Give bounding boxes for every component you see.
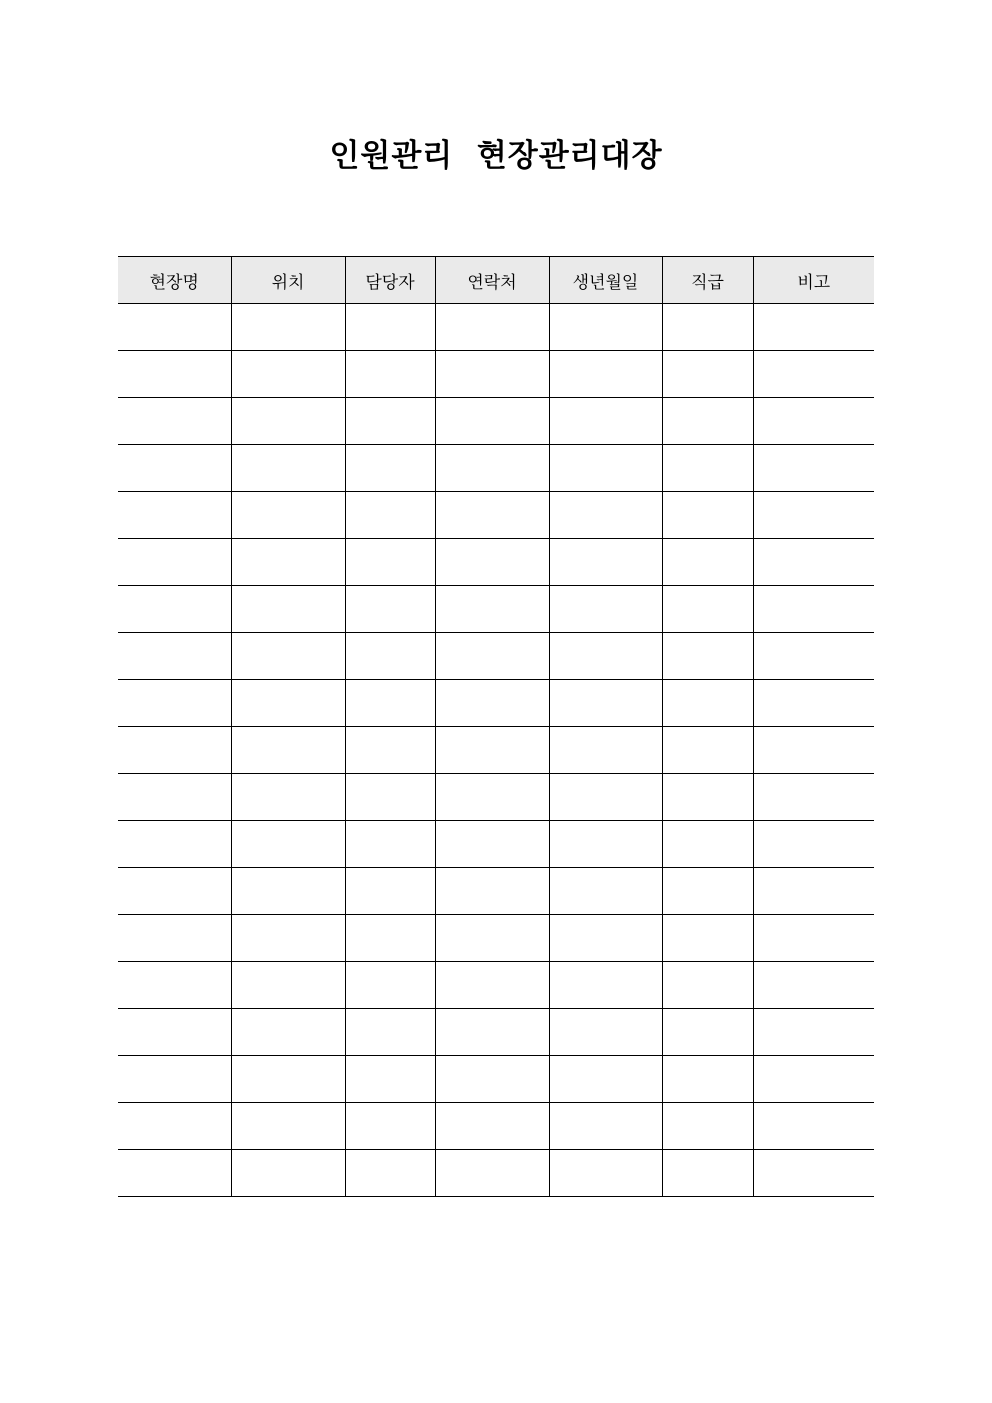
table-cell-birthdate[interactable] [549,304,662,351]
table-cell-site-name[interactable] [118,1150,231,1197]
table-cell-birthdate[interactable] [549,586,662,633]
table-cell-birthdate[interactable] [549,727,662,774]
table-cell-birthdate[interactable] [549,351,662,398]
table-cell-contact[interactable] [435,539,549,586]
table-cell-position[interactable] [662,774,753,821]
table-cell-remarks[interactable] [753,304,874,351]
table-cell-site-name[interactable] [118,304,231,351]
table-cell-remarks[interactable] [753,821,874,868]
table-row [118,1056,874,1103]
table-cell-site-name[interactable] [118,821,231,868]
table-cell-manager[interactable] [345,915,435,962]
table-cell-position[interactable] [662,962,753,1009]
table-cell-location[interactable] [231,962,345,1009]
table-cell-remarks[interactable] [753,915,874,962]
table-row [118,539,874,586]
table-cell-remarks[interactable] [753,1103,874,1150]
table-cell-birthdate[interactable] [549,680,662,727]
table-cell-position[interactable] [662,1103,753,1150]
table-cell-remarks[interactable] [753,1150,874,1197]
table-cell-manager[interactable] [345,774,435,821]
table-cell-site-name[interactable] [118,680,231,727]
table-row [118,821,874,868]
column-header-location: 위치 [231,257,345,304]
table-cell-location[interactable] [231,868,345,915]
column-header-remarks: 비고 [753,257,874,304]
table-cell-contact[interactable] [435,633,549,680]
table-row [118,727,874,774]
table-cell-remarks[interactable] [753,1009,874,1056]
table-cell-site-name[interactable] [118,398,231,445]
table-row [118,445,874,492]
table-cell-contact[interactable] [435,492,549,539]
table-cell-site-name[interactable] [118,774,231,821]
table-cell-contact[interactable] [435,680,549,727]
table-cell-position[interactable] [662,821,753,868]
table-cell-contact[interactable] [435,1103,549,1150]
table-cell-manager[interactable] [345,398,435,445]
table-cell-birthdate[interactable] [549,398,662,445]
table-cell-manager[interactable] [345,539,435,586]
table-cell-location[interactable] [231,1150,345,1197]
table-cell-location[interactable] [231,445,345,492]
table-cell-position[interactable] [662,680,753,727]
table-cell-birthdate[interactable] [549,1056,662,1103]
table-cell-site-name[interactable] [118,492,231,539]
table-cell-site-name[interactable] [118,1056,231,1103]
table-cell-location[interactable] [231,633,345,680]
table-cell-remarks[interactable] [753,727,874,774]
table-cell-remarks[interactable] [753,1056,874,1103]
table-cell-contact[interactable] [435,1009,549,1056]
table-cell-site-name[interactable] [118,633,231,680]
table-cell-position[interactable] [662,868,753,915]
table-cell-remarks[interactable] [753,868,874,915]
table-cell-contact[interactable] [435,1150,549,1197]
table-row [118,868,874,915]
table-cell-contact[interactable] [435,868,549,915]
table-cell-birthdate[interactable] [549,1009,662,1056]
table-row [118,492,874,539]
table-cell-remarks[interactable] [753,633,874,680]
column-header-site-name: 현장명 [118,257,231,304]
table-cell-contact[interactable] [435,915,549,962]
table-cell-contact[interactable] [435,445,549,492]
table-cell-site-name[interactable] [118,586,231,633]
table-cell-location[interactable] [231,351,345,398]
table-cell-location[interactable] [231,727,345,774]
table-cell-site-name[interactable] [118,868,231,915]
column-header-position: 직급 [662,257,753,304]
table-cell-contact[interactable] [435,304,549,351]
table-cell-birthdate[interactable] [549,774,662,821]
column-header-birthdate: 생년월일 [549,257,662,304]
table-cell-manager[interactable] [345,304,435,351]
table-row [118,633,874,680]
table-cell-contact[interactable] [435,727,549,774]
table-cell-position[interactable] [662,304,753,351]
page-title: 인원관리 현장관리대장 [329,138,663,174]
table-row [118,774,874,821]
table-row [118,1150,874,1197]
table-row [118,304,874,351]
table-row [118,680,874,727]
table-row [118,962,874,1009]
table-cell-birthdate[interactable] [549,1150,662,1197]
table-cell-location[interactable] [231,304,345,351]
table-row [118,915,874,962]
table-cell-position[interactable] [662,586,753,633]
table-cell-location[interactable] [231,774,345,821]
table-cell-location[interactable] [231,539,345,586]
table-cell-location[interactable] [231,586,345,633]
table-cell-manager[interactable] [345,492,435,539]
table-cell-birthdate[interactable] [549,962,662,1009]
table-cell-remarks[interactable] [753,586,874,633]
table-cell-manager[interactable] [345,351,435,398]
table-cell-birthdate[interactable] [549,1103,662,1150]
table-cell-position[interactable] [662,633,753,680]
table-cell-remarks[interactable] [753,492,874,539]
table-cell-position[interactable] [662,351,753,398]
table-cell-manager[interactable] [345,633,435,680]
table-cell-contact[interactable] [435,1056,549,1103]
table-cell-birthdate[interactable] [549,445,662,492]
table-cell-position[interactable] [662,915,753,962]
table-cell-site-name[interactable] [118,727,231,774]
table-cell-location[interactable] [231,915,345,962]
table-cell-position[interactable] [662,445,753,492]
table-cell-manager[interactable] [345,868,435,915]
table-cell-location[interactable] [231,398,345,445]
table-row [118,398,874,445]
table-cell-site-name[interactable] [118,1103,231,1150]
table-cell-birthdate[interactable] [549,492,662,539]
table-cell-birthdate[interactable] [549,539,662,586]
site-management-table [118,256,874,1197]
table-cell-contact[interactable] [435,774,549,821]
table-cell-manager[interactable] [345,1150,435,1197]
table-cell-remarks[interactable] [753,445,874,492]
table-cell-position[interactable] [662,1056,753,1103]
table-cell-location[interactable] [231,492,345,539]
table-cell-manager[interactable] [345,445,435,492]
table-cell-remarks[interactable] [753,351,874,398]
table-cell-remarks[interactable] [753,962,874,1009]
table-row [118,351,874,398]
table-cell-manager[interactable] [345,1056,435,1103]
table-cell-site-name[interactable] [118,539,231,586]
table-cell-location[interactable] [231,1103,345,1150]
table-cell-site-name[interactable] [118,1009,231,1056]
table-cell-contact[interactable] [435,962,549,1009]
table-cell-position[interactable] [662,492,753,539]
table-cell-birthdate[interactable] [549,868,662,915]
table-header-row [118,257,874,304]
column-header-manager: 담당자 [345,257,435,304]
table-cell-remarks[interactable] [753,680,874,727]
table-cell-contact[interactable] [435,398,549,445]
table-cell-contact[interactable] [435,586,549,633]
table-cell-manager[interactable] [345,727,435,774]
table-cell-site-name[interactable] [118,351,231,398]
table-row [118,586,874,633]
table-cell-birthdate[interactable] [549,915,662,962]
table-cell-location[interactable] [231,1009,345,1056]
table-cell-contact[interactable] [435,821,549,868]
table-cell-site-name[interactable] [118,915,231,962]
table-cell-manager[interactable] [345,1009,435,1056]
table-cell-manager[interactable] [345,680,435,727]
column-header-contact: 연락처 [435,257,549,304]
table-cell-remarks[interactable] [753,539,874,586]
table-cell-site-name[interactable] [118,962,231,1009]
table-row [118,1103,874,1150]
table-cell-manager[interactable] [345,1103,435,1150]
table-cell-location[interactable] [231,680,345,727]
table-cell-position[interactable] [662,727,753,774]
table-row [118,1009,874,1056]
table-cell-contact[interactable] [435,351,549,398]
table-cell-site-name[interactable] [118,445,231,492]
table-cell-location[interactable] [231,821,345,868]
table-cell-manager[interactable] [345,821,435,868]
table-cell-position[interactable] [662,398,753,445]
table-cell-location[interactable] [231,1056,345,1103]
table-cell-position[interactable] [662,1150,753,1197]
table-cell-position[interactable] [662,539,753,586]
table-cell-manager[interactable] [345,586,435,633]
table-cell-remarks[interactable] [753,398,874,445]
table-cell-position[interactable] [662,1009,753,1056]
table-cell-birthdate[interactable] [549,633,662,680]
table-body [118,304,874,1197]
table-cell-birthdate[interactable] [549,821,662,868]
table-cell-remarks[interactable] [753,774,874,821]
table-cell-manager[interactable] [345,962,435,1009]
